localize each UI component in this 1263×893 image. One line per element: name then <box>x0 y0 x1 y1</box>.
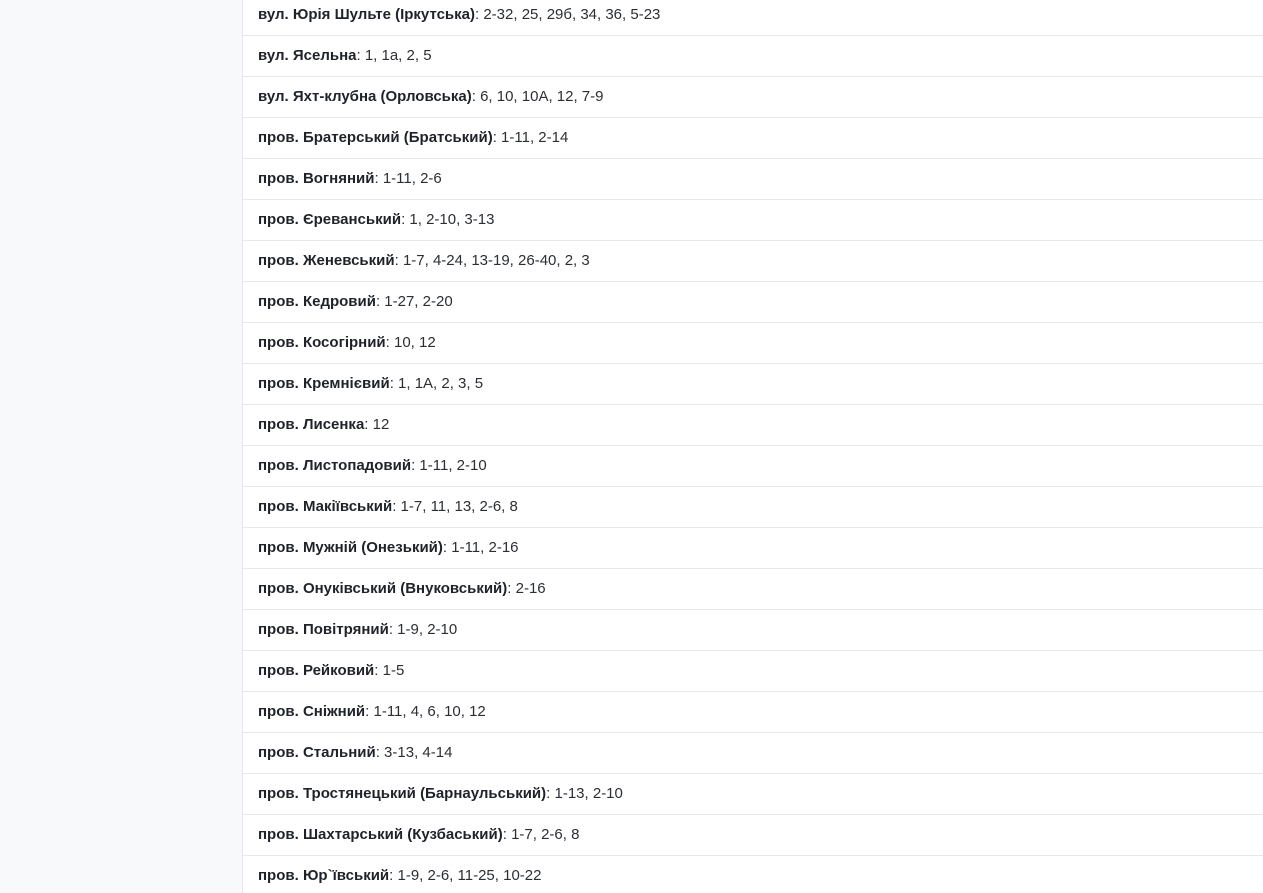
street-name: вул. Ясельна <box>258 47 357 64</box>
street-name: вул. Яхт-клубна (Орловська) <box>258 88 472 105</box>
list-item <box>243 364 1263 405</box>
list-item <box>243 0 1263 36</box>
house-numbers: : 1-11, 2-10 <box>411 457 487 474</box>
list-item <box>243 282 1263 323</box>
house-numbers: : 1-11, 2-14 <box>492 129 569 146</box>
house-numbers: : 12 <box>364 416 390 433</box>
sidebar <box>0 0 243 893</box>
list-item <box>243 774 1263 815</box>
list-item <box>243 815 1263 856</box>
street-name: пров. Лисенка <box>258 416 365 433</box>
street-name: пров. Кремнієвий <box>258 375 390 392</box>
list-item <box>243 36 1263 77</box>
list-item <box>243 528 1263 569</box>
list-item <box>243 651 1263 692</box>
house-numbers: : 1-7, 2-6, 8 <box>502 826 580 843</box>
house-numbers: : 1-27, 2-20 <box>375 293 453 310</box>
street-name: пров. Сніжний <box>258 703 366 720</box>
list-item <box>243 77 1263 118</box>
street-name: пров. Вогняний <box>258 170 375 187</box>
list-item <box>243 159 1263 200</box>
house-numbers: : 1-11, 4, 6, 10, 12 <box>365 703 486 720</box>
house-numbers: : 1-7, 4-24, 13-19, 26-40, 2, 3 <box>394 252 590 269</box>
list-item <box>243 405 1263 446</box>
list-item <box>243 323 1263 364</box>
street-name: пров. Єреванський <box>258 211 402 228</box>
list-item <box>243 692 1263 733</box>
house-numbers: : 2-16 <box>507 580 546 597</box>
street-name: пров. Косогірний <box>258 334 386 351</box>
list-item <box>243 446 1263 487</box>
list-item <box>243 241 1263 282</box>
street-name: пров. Кедровий <box>258 293 376 310</box>
street-name: пров. Листопадовий <box>258 457 412 474</box>
street-name: пров. Онуківський (Внуковський) <box>258 580 508 597</box>
house-numbers: : 1-11, 2-6 <box>374 170 442 187</box>
street-name: пров. Тростянецький (Барнаульський) <box>258 785 547 802</box>
house-numbers: : 1, 2-10, 3-13 <box>401 211 495 228</box>
list-item <box>243 200 1263 241</box>
main-content <box>243 0 1263 893</box>
street-name: пров. Юр`ївський <box>258 867 390 884</box>
house-numbers: : 1-9, 2-10 <box>388 621 458 638</box>
list-item <box>243 733 1263 774</box>
street-list <box>243 0 1263 893</box>
street-name: пров. Мужній (Онезький) <box>258 539 443 556</box>
street-name: пров. Женевський <box>258 252 395 269</box>
house-numbers: : 1-7, 11, 13, 2-6, 8 <box>392 498 518 515</box>
house-numbers: : 1-13, 2-10 <box>546 785 623 802</box>
street-name: пров. Макіївський <box>258 498 393 515</box>
list-item <box>243 118 1263 159</box>
street-name: пров. Братерський (Братський) <box>258 129 493 146</box>
list-item <box>243 856 1263 893</box>
list-item <box>243 487 1263 528</box>
house-numbers: : 2-32, 25, 29б, 34, 36, 5-23 <box>475 6 661 23</box>
house-numbers: : 1-5 <box>374 662 405 679</box>
street-name: пров. Шахтарський (Кузбаський) <box>258 826 503 843</box>
street-name: вул. Юрія Шульте (Іркутська) <box>258 6 475 23</box>
street-name: пров. Повітряний <box>258 621 389 638</box>
street-name: пров. Рейковий <box>258 662 375 679</box>
house-numbers: : 1-11, 2-16 <box>442 539 519 556</box>
list-item <box>243 610 1263 651</box>
house-numbers: : 6, 10, 10А, 12, 7-9 <box>471 88 604 105</box>
list-item <box>243 569 1263 610</box>
street-name: пров. Стальний <box>258 744 376 761</box>
house-numbers: : 1-9, 2-6, 11-25, 10-22 <box>389 867 542 884</box>
house-numbers: : 1, 1А, 2, 3, 5 <box>389 375 484 392</box>
house-numbers: : 1, 1а, 2, 5 <box>356 47 432 64</box>
house-numbers: : 3-13, 4-14 <box>375 744 453 761</box>
house-numbers: : 10, 12 <box>385 334 436 351</box>
